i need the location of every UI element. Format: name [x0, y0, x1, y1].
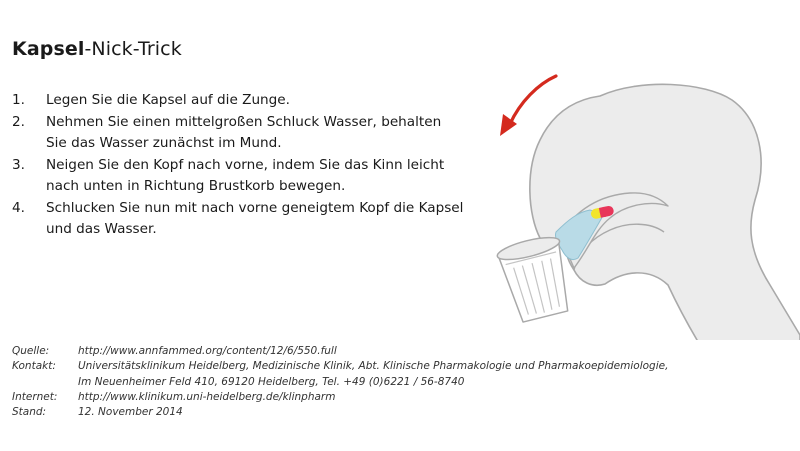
step-item	[12, 90, 492, 112]
head-profile-icon	[530, 84, 800, 340]
internet-value: http://www.klinikum.uni-heidelberg.de/klinpharm	[78, 390, 336, 403]
step-text-line: Neigen Sie den Kopf nach vorne, indem Sie das Kinn leicht	[46, 156, 445, 173]
step-text-line: und das Wasser.	[46, 221, 157, 237]
step-item	[12, 112, 492, 155]
internet-label: Internet:	[12, 390, 58, 403]
step-text-line: Sie das Wasser zunächst im Mund.	[46, 135, 282, 151]
step-text-line: Schlucken Sie nun mit nach vorne geneigtem Kopf die Kapsel	[46, 199, 464, 216]
date-value: 12. November 2014	[78, 406, 183, 419]
date-row	[12, 405, 668, 420]
step-number: 1.	[12, 92, 25, 108]
source-value: http://www.annfammed.org/content/12/6/550.full	[78, 345, 337, 357]
title-bold: Kapsel	[12, 38, 85, 60]
source-info	[12, 344, 668, 420]
contact-value-line1: Universitätsklinikum Heidelberg, Medizinische Klinik, Abt. Klinische Pharmakologie und Pharmakoepidemiologie,	[78, 360, 669, 373]
contact-row	[12, 359, 668, 374]
source-label: Quelle:	[12, 345, 50, 357]
page-title	[12, 38, 182, 60]
step-text-line: Legen Sie die Kapsel auf die Zunge.	[46, 92, 290, 108]
contact-label: Kontakt:	[12, 360, 56, 373]
source-row	[12, 344, 668, 359]
internet-row	[12, 390, 668, 405]
steps-list	[12, 90, 492, 241]
date-label: Stand:	[12, 406, 47, 419]
step-text-line: Nehmen Sie einen mittelgroßen Schluck Wasser, behalten	[46, 113, 442, 130]
step-number: 2.	[12, 113, 25, 130]
contact-row-2	[12, 375, 668, 390]
title-rest: -Nick-Trick	[84, 38, 182, 60]
step-item	[12, 198, 492, 241]
step-number: 4.	[12, 199, 25, 216]
step-text-line: nach unten in Richtung Brustkorb bewegen.	[46, 178, 346, 194]
contact-value-line2: Im Neuenheimer Feld 410, 69120 Heidelberg, Tel. +49 (0)6221 / 56-8740	[78, 375, 465, 388]
step-item	[12, 155, 492, 198]
step-number: 3.	[12, 156, 25, 173]
swallowing-illustration	[470, 40, 800, 340]
